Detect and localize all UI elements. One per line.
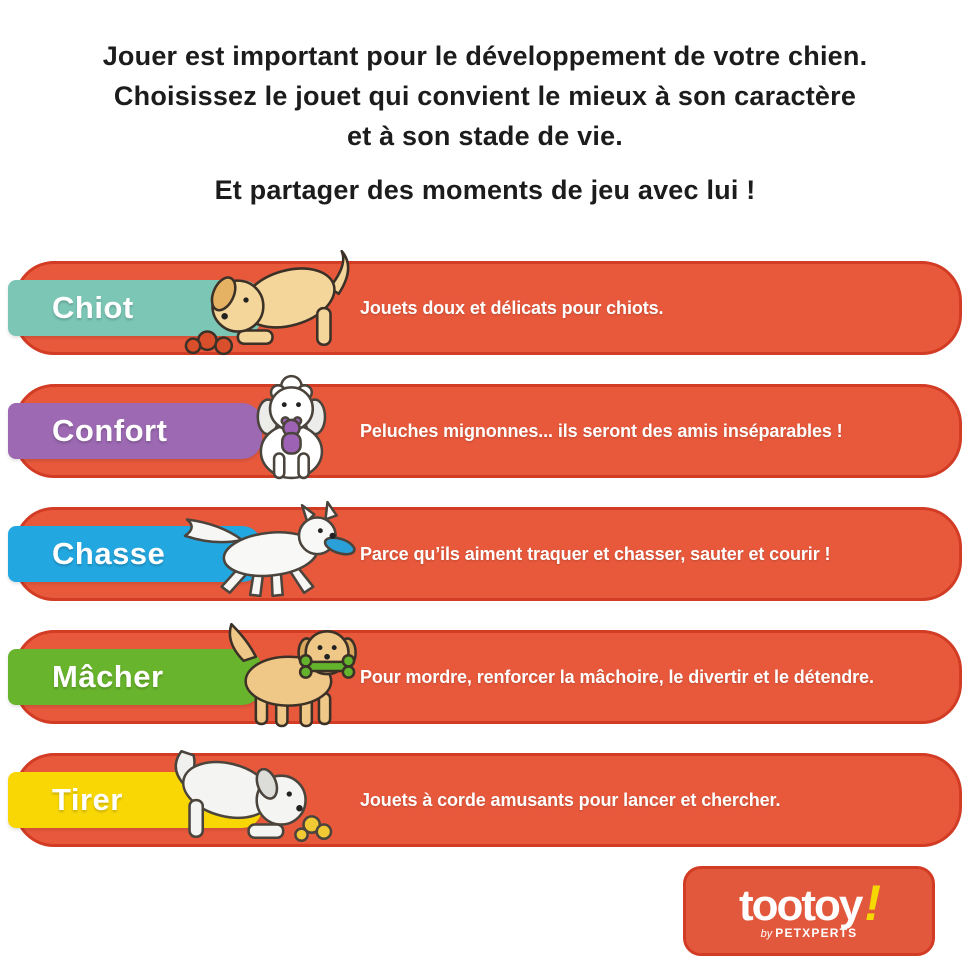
category-label: Confort	[52, 413, 168, 448]
intro-line-1: Jouer est important pour le développement de votre chien.	[102, 41, 868, 71]
category-description: Jouets à corde amusants pour lancer et chercher.	[360, 789, 781, 810]
category-row-chasse	[0, 507, 970, 601]
brand-name	[738, 875, 880, 931]
dog-with-tug-toy-illustration	[150, 737, 340, 851]
category-description: Jouets doux et délicats pour chiots.	[360, 297, 664, 318]
category-row-macher	[0, 630, 970, 724]
intro-line-2: Choisissez le jouet qui convient le mieux à son caractère	[113, 81, 857, 111]
running-dog-with-frisbee-illustration	[176, 491, 366, 605]
brand-exclamation: !	[864, 875, 880, 931]
byline-brand: PETXPERTS	[775, 926, 858, 940]
byline-prefix: by	[760, 928, 773, 940]
tootoy-logo	[683, 866, 935, 956]
intro-line-3: et à son stade de vie.	[346, 121, 623, 151]
category-label: Chasse	[52, 536, 166, 571]
category-row-tirer	[0, 753, 970, 847]
category-row-confort	[0, 384, 970, 478]
category-label: Mâcher	[52, 659, 164, 694]
category-label: Chiot	[52, 290, 134, 325]
category-row-chiot	[0, 261, 970, 355]
category-label: Tirer	[52, 782, 123, 817]
brand-text: tootoy	[738, 881, 862, 930]
brand-byline	[761, 926, 858, 940]
header	[0, 36, 970, 206]
tagline: Et partager des moments de jeu avec lui !	[214, 175, 756, 205]
category-description: Pour mordre, renforcer la mâchoire, le divertir et le détendre.	[360, 666, 874, 687]
puppy-with-rope-toy-illustration	[178, 245, 368, 359]
category-description: Parce qu’ils aiment traquer et chasser, sauter et courir !	[360, 543, 831, 564]
category-description: Peluches mignonnes... ils seront des amis inséparables !	[360, 420, 843, 441]
